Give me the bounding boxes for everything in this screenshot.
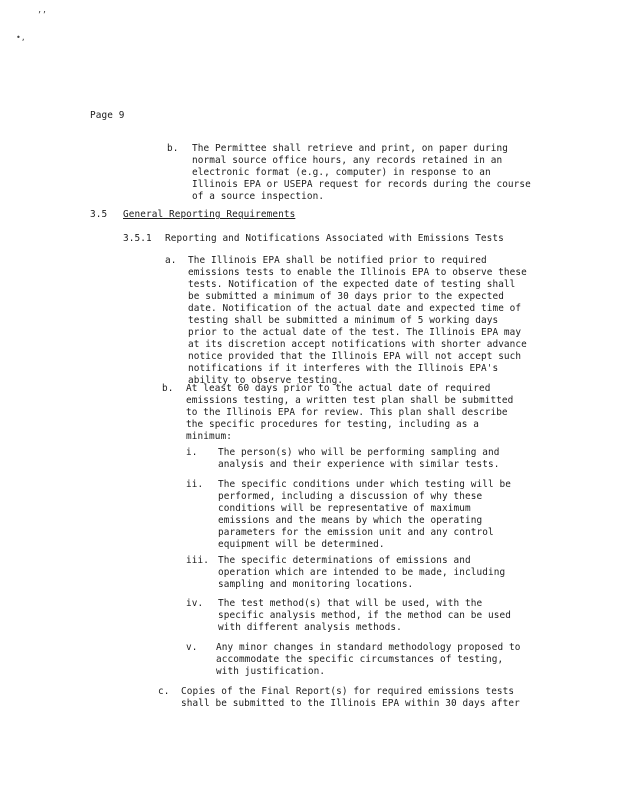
text-line: at its discretion accept notifications with shorter advance (188, 339, 527, 350)
text-line: testing shall be submitted a minimum of 5 working days (188, 315, 499, 326)
subitem-numeral: iii. (186, 555, 209, 566)
subitem-numeral: ii. (186, 479, 204, 490)
text-line: emissions testing, a written test plan shall be submitted (186, 395, 514, 406)
text-line: Any minor changes in standard methodology proposed to (216, 642, 521, 653)
text-line: notice provided that the Illinois EPA will not accept such (188, 351, 522, 362)
text-line: ability to observe testing. (188, 375, 344, 386)
subsection-number: 3.5.1 (123, 233, 152, 244)
item-letter: b. (167, 143, 179, 154)
text-line: with justification. (216, 666, 326, 677)
text-line: sampling and monitoring locations. (218, 579, 414, 590)
text-line: analysis and their experience with similar tests. (218, 459, 500, 470)
text-line: The specific determinations of emissions and (218, 555, 471, 566)
text-line: be submitted a minimum of 30 days prior to the expected (188, 291, 504, 302)
text-line: The Permittee shall retrieve and print, on paper during (192, 143, 508, 154)
text-line: minimum: (186, 431, 232, 442)
subsection-title: Reporting and Notifications Associated with Emissions Tests (165, 233, 504, 244)
text-line: parameters for the emission unit and any control (218, 527, 494, 538)
text-line: conditions will be representative of maximum (218, 503, 471, 514)
text-line: shall be submitted to the Illinois EPA within 30 days after (181, 698, 520, 709)
text-line: normal source office hours, any records retained in an (192, 155, 503, 166)
text-line: electronic format (e.g., computer) in response to an (192, 167, 491, 178)
subitem-numeral: iv. (186, 598, 204, 609)
text-line: of a source inspection. (192, 191, 325, 202)
text-line: emissions and the means by which the operating (218, 515, 483, 526)
text-line: date. Notification of the actual date and expected time of (188, 303, 522, 314)
text-line: to the Illinois EPA for review. This plan shall describe (186, 407, 508, 418)
section-number: 3.5 (90, 209, 108, 220)
text-line: accommodate the specific circumstances of testing, (216, 654, 504, 665)
item-letter: c. (158, 686, 170, 697)
text-line: with different analysis methods. (218, 622, 402, 633)
text-line: The test method(s) that will be used, with the (218, 598, 483, 609)
text-line: Illinois EPA or USEPA request for records during the course (192, 179, 531, 190)
text-line: the specific procedures for testing, including as a (186, 419, 479, 430)
scan-mark-top: ’’ (37, 10, 47, 19)
text-line: The specific conditions under which testing will be (218, 479, 511, 490)
text-line: tests. Notification of the expected date of testing shall (188, 279, 516, 290)
text-line: emissions tests to enable the Illinois EPA to observe these (188, 267, 527, 278)
scan-mark-left: •, (16, 33, 26, 42)
item-letter: b. (162, 383, 174, 394)
page-label: Page 9 (90, 110, 125, 121)
text-line: The Illinois EPA shall be notified prior to required (188, 255, 487, 266)
text-line: equipment will be determined. (218, 539, 385, 550)
text-line: The person(s) who will be performing sampling and (218, 447, 500, 458)
text-line: Copies of the Final Report(s) for required emissions tests (181, 686, 515, 697)
subitem-numeral: i. (186, 447, 198, 458)
subitem-numeral: v. (186, 642, 198, 653)
text-line: At least 60 days prior to the actual date of required (186, 383, 491, 394)
text-line: prior to the actual date of the test. The Illinois EPA may (188, 327, 522, 338)
text-line: notifications if it interferes with the Illinois EPA's (188, 363, 499, 374)
text-line: operation which are intended to be made, including (218, 567, 506, 578)
text-line: specific analysis method, if the method can be used (218, 610, 511, 621)
item-letter: a. (165, 255, 177, 266)
section-title: General Reporting Requirements (123, 209, 296, 220)
text-line: performed, including a discussion of why these (218, 491, 483, 502)
